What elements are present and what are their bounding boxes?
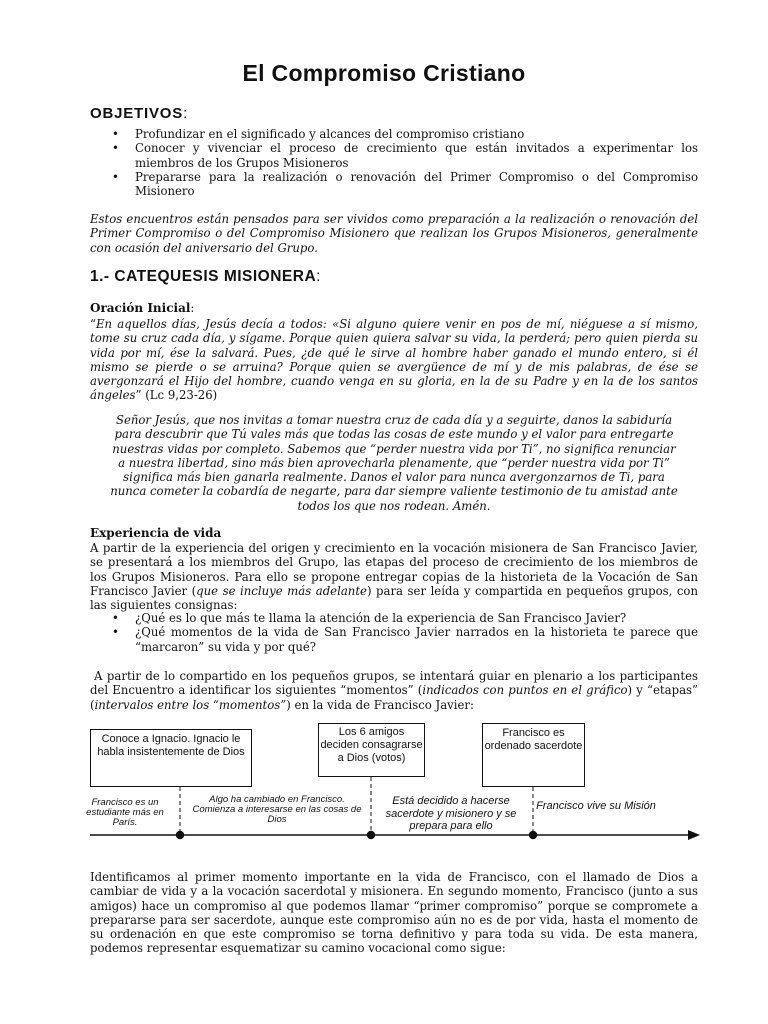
scripture-text: En aquellos días, Jesús decía a todos: «Si alguno quiere venir en pos de mí, niéguese a sí mismo, tome su cruz cada día, y sígame. Porque quien quiera salvar su vida, la perderá; pero quien pierda su vida por mí, ése la salvará. Pues, ¿de qué le sirve al hombre haber ganado el mundo entero, si él mismo se pierde o se arruina? Porque quien se avergüence de mí y de mis palabras, de ése se avergonzará el Hijo del hombre, cuando venga en su gloria, en la de su Padre y en la de los santos ángeles bbox=[90, 317, 698, 403]
stage-label-2: Algo ha cambiado en Francisco. Comienza a interesarse en las cosas de Dios bbox=[192, 794, 362, 825]
objetivos-list bbox=[90, 127, 698, 198]
intro-paragraph: Estos encuentros están pensados para ser vividos como preparación a la realización o renovación del Primer Compromiso o del Compromiso Misionero que realizan los Grupos Misioneros, generalmente con ocasión del aniversario del Grupo. bbox=[90, 212, 698, 255]
plenario-text-i1: indicados con puntos en el gráfico bbox=[422, 683, 628, 698]
catequesis-heading bbox=[90, 268, 321, 286]
objetivos-item bbox=[90, 170, 698, 199]
objetivos-item bbox=[90, 127, 698, 141]
moment-dot bbox=[529, 831, 537, 839]
scripture-quote bbox=[90, 317, 698, 403]
plenario-paragraph bbox=[90, 669, 698, 712]
objetivos-item-text: Prepararse para la realización o renovación del Primer Compromiso o del Compromiso Misionero bbox=[135, 169, 698, 199]
experiencia-text-italic: que se incluye más adelante bbox=[196, 583, 367, 598]
moment-dot bbox=[176, 831, 184, 839]
objetivos-item-text: Profundizar en el significado y alcances del compromiso cristiano bbox=[135, 127, 525, 141]
stage-label-3: Está decidido a hacerse sacerdote y misionero y se prepara para ello bbox=[385, 795, 517, 832]
question-item bbox=[90, 611, 698, 625]
stage-label-4: Francisco vive su Misión bbox=[536, 800, 656, 812]
bullet-icon: • bbox=[112, 611, 119, 625]
experiencia-text-a: A partir de la experiencia del origen y crecimiento en la vocación misionera de San Francisco Javier, se presentará a los miembros del Grupo, las etapas del proceso de crecimiento de los miembros de los Grupos Misioneros. Para ello se propone entregar copias de la historieta de la Vocación de San Francisco Javier ( bbox=[90, 541, 698, 598]
experiencia-text-b: ) para ser leída y compartida en pequeños grupos, con las siguientes consignas: bbox=[90, 583, 698, 613]
objetivos-item-text: Conocer y vivenciar el proceso de crecimiento que están invitados a experimentar los miembros de los Grupos Misioneros bbox=[135, 141, 698, 170]
moment-box-3: Francisco es ordenado sacerdote bbox=[482, 723, 585, 787]
timeline-arrowhead-icon bbox=[688, 830, 700, 840]
prayer-text: Señor Jesús, que nos invitas a tomar nuestra cruz de cada día y a seguirte, danos la sabiduría para descubrir que Tú vales más que todas las cosas de este mundo y el valor para entregarte nuestras vidas por completo. Sabemos que “perder nuestra vida por Ti”, no significa renunciar a nuestra libertad, sino más bien aprovecharla plenamente, que “perder nuestra vida por Ti” significa más bien ganarla realmente. Danos el valor para nunca avergonzarnos de Ti, para nunca cometer la cobardía de negarte, para dar siempre valiente testimonio de tu amistad ante todos los que nos rodean. Amén. bbox=[110, 413, 678, 513]
bullet-icon: • bbox=[112, 169, 119, 184]
catequesis-heading-text: 1.- CATEQUESIS MISIONERA bbox=[90, 268, 317, 285]
oracion-heading bbox=[90, 301, 194, 315]
experiencia-paragraph bbox=[90, 541, 698, 612]
questions-list bbox=[90, 611, 698, 654]
quote-open-mark: “ bbox=[90, 317, 96, 331]
bullet-icon: • bbox=[112, 127, 119, 141]
oracion-heading-text: Oración Inicial bbox=[90, 301, 191, 315]
moment-box-1: Conoce a Ignacio. Ignacio le habla insistentemente de Dios bbox=[90, 729, 252, 787]
plenario-text-b: ) y “etapas” ( bbox=[90, 683, 699, 712]
objetivos-item bbox=[90, 141, 698, 170]
objetivos-heading bbox=[90, 105, 188, 122]
plenario-text-a: A partir de lo compartido en los pequeños grupos, se intentará guiar en plenario a los participantes del Encuentro a identificar los siguientes “momentos” ( bbox=[90, 669, 698, 698]
vocation-timeline-diagram bbox=[86, 720, 700, 840]
plenario-text-c: ) en la vida de Francisco Javier: bbox=[286, 697, 474, 712]
question-item bbox=[90, 625, 698, 654]
document-title: El Compromiso Cristiano bbox=[242, 60, 526, 86]
moment-box-2: Los 6 amigos deciden consagrarse a Dios (votos) bbox=[318, 723, 425, 777]
experiencia-heading: Experiencia de vida bbox=[90, 526, 222, 540]
objetivos-colon: : bbox=[183, 105, 189, 122]
scripture-citation: ” (Lc 9,23-26) bbox=[135, 388, 218, 403]
question-text: ¿Qué es lo que más te llama la atención de la experiencia de San Francisco Javier? bbox=[135, 611, 627, 625]
plenario-text-i2: intervalos entre los “momentos” bbox=[94, 697, 287, 712]
stage-label-1: Francisco es un estudiante más en París. bbox=[86, 797, 164, 828]
bullet-icon: • bbox=[112, 625, 119, 640]
objetivos-heading-text: OBJETIVOS bbox=[90, 105, 184, 122]
oracion-colon: : bbox=[190, 301, 195, 315]
catequesis-colon: : bbox=[316, 268, 321, 285]
moment-dot bbox=[367, 831, 375, 839]
question-text: ¿Qué momentos de la vida de San Francisco Javier narrados en la historieta te parece que “marcaron” su vida y por qué? bbox=[135, 625, 698, 654]
conclusion-paragraph: Identificamos al primer momento importante en la vida de Francisco, con el llamado de Dios a cambiar de vida y a la vocación sacerdotal y misionera. En segundo momento, Francisco (junto a sus amigos) hace un compromiso al que podemos llamar “primer compromiso” porque se compromete a prepararse para ser sacerdote, aunque este compromiso aún no es de por vida, hasta el momento de su ordenación en que este compromiso se torna definitivo y para toda su vida. De esta manera, podemos representar esquematizar su camino vocacional como sigue: bbox=[90, 870, 698, 956]
bullet-icon: • bbox=[112, 141, 119, 156]
